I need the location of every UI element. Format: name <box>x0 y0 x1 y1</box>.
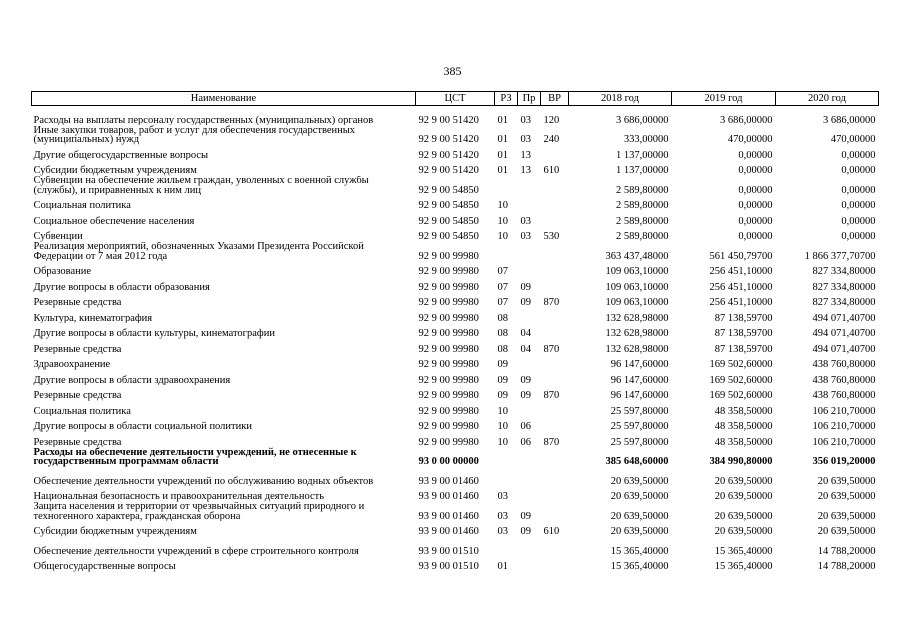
table-row <box>32 145 879 161</box>
cell-name: Другие вопросы в области здравоохранения <box>33 374 231 385</box>
cell-cst: 92 9 00 51420 <box>418 114 479 125</box>
cell-2019: 48 358,50000 <box>714 421 773 432</box>
table-row <box>32 354 879 370</box>
cell-2020: 0,00000 <box>841 215 876 226</box>
cell-cst: 93 9 00 01460 <box>418 526 479 537</box>
cell-vr <box>541 176 569 196</box>
table-row <box>32 416 879 432</box>
cell-pr: 03 <box>520 134 531 145</box>
cell-rz: 01 <box>497 114 508 125</box>
table-row <box>32 277 879 293</box>
cell-pr: 04 <box>520 343 531 354</box>
cell-2020: 20 639,50000 <box>817 510 876 521</box>
cell-pr <box>518 354 541 370</box>
cell-rz: 07 <box>497 266 508 277</box>
cell-vr: 610 <box>543 526 560 537</box>
cell-2020: 1 866 377,70700 <box>804 250 876 261</box>
cell-2019: 15 365,40000 <box>714 561 773 572</box>
cell-2018: 15 365,40000 <box>610 561 669 572</box>
cell-rz: 09 <box>497 374 508 385</box>
cell-vr: 120 <box>543 114 560 125</box>
cell-cst: 93 9 00 01460 <box>418 475 479 486</box>
cell-2018: 96 147,60000 <box>610 390 669 401</box>
cell-name: Другие вопросы в области культуры, кинематографии <box>33 328 275 339</box>
cell-2019: 0,00000 <box>738 184 773 195</box>
cell-vr <box>541 211 569 227</box>
cell-2020: 470,00000 <box>830 134 876 145</box>
table-row <box>32 385 879 401</box>
cell-2019: 87 138,59700 <box>714 328 773 339</box>
cell-2018: 20 639,50000 <box>610 510 669 521</box>
table-row <box>32 556 879 572</box>
cell-cst: 93 9 00 01510 <box>418 561 479 572</box>
cell-rz: 07 <box>497 297 508 308</box>
cell-2019: 384 990,80000 <box>709 456 773 467</box>
cell-cst: 92 9 00 51420 <box>418 134 479 145</box>
cell-name: Реализация мероприятий, обозначенных Указами Президента Российской Федерации от 7 мая 2012 года <box>33 241 364 261</box>
cell-2020: 20 639,50000 <box>817 526 876 537</box>
cell-vr <box>541 447 569 467</box>
cell-name: Обеспечение деятельности учреждений в сфере строительного контроля <box>33 545 359 556</box>
cell-pr: 06 <box>520 436 531 447</box>
cell-2020: 438 760,80000 <box>812 390 876 401</box>
column-header-vr: ВР <box>541 92 569 106</box>
cell-2019: 20 639,50000 <box>714 510 773 521</box>
cell-2019: 0,00000 <box>738 215 773 226</box>
table-header-row <box>32 92 879 106</box>
cell-2020: 0,00000 <box>841 165 876 176</box>
cell-vr <box>541 242 569 262</box>
cell-cst: 92 9 00 99980 <box>418 297 479 308</box>
cell-rz: 10 <box>497 421 508 432</box>
cell-2019: 169 502,60000 <box>709 359 773 370</box>
column-header-name: Наименование <box>32 92 416 106</box>
cell-cst: 92 9 00 99980 <box>418 281 479 292</box>
cell-2018: 25 597,80000 <box>610 436 669 447</box>
cell-2019: 0,00000 <box>738 149 773 160</box>
cell-rz: 10 <box>497 436 508 447</box>
cell-name: Социальная политика <box>33 405 131 416</box>
cell-2018: 25 597,80000 <box>610 405 669 416</box>
cell-rz: 10 <box>497 215 508 226</box>
cell-vr <box>541 308 569 324</box>
cell-pr: 03 <box>520 231 531 242</box>
cell-2019: 169 502,60000 <box>709 390 773 401</box>
cell-pr <box>518 195 541 211</box>
cell-name: Общегосударственные вопросы <box>33 561 176 572</box>
cell-name: Обеспечение деятельности учреждений по обслуживанию водных объектов <box>33 475 374 486</box>
cell-vr <box>541 323 569 339</box>
cell-2018: 1 137,00000 <box>616 149 669 160</box>
cell-cst: 92 9 00 99980 <box>418 436 479 447</box>
table-row <box>32 486 879 502</box>
cell-cst: 92 9 00 99980 <box>418 390 479 401</box>
column-header-pr: Пр <box>518 92 541 106</box>
cell-2018: 2 589,80000 <box>616 231 669 242</box>
cell-name: Другие общегосударственные вопросы <box>33 149 209 160</box>
cell-pr <box>518 261 541 277</box>
cell-2019: 87 138,59700 <box>714 312 773 323</box>
cell-name: Другие вопросы в области образования <box>33 281 210 292</box>
table-row <box>32 176 879 196</box>
cell-2020: 827 334,80000 <box>812 297 876 308</box>
cell-name: Здравоохранение <box>33 359 111 370</box>
cell-name: Социальное обеспечение населения <box>33 215 195 226</box>
cell-2018: 15 365,40000 <box>610 545 669 556</box>
cell-rz <box>495 447 518 467</box>
table-row <box>32 261 879 277</box>
cell-cst: 92 9 00 99980 <box>418 343 479 354</box>
cell-cst: 92 9 00 51420 <box>418 165 479 176</box>
cell-rz <box>495 176 518 196</box>
cell-vr <box>541 354 569 370</box>
cell-rz: 08 <box>497 312 508 323</box>
cell-2019: 256 451,10000 <box>709 266 773 277</box>
cell-rz: 10 <box>497 200 508 211</box>
budget-table <box>31 91 879 572</box>
table-row <box>32 521 879 537</box>
cell-pr <box>518 308 541 324</box>
cell-2019: 256 451,10000 <box>709 281 773 292</box>
cell-vr <box>541 556 569 572</box>
table-row <box>32 292 879 308</box>
cell-pr <box>518 242 541 262</box>
cell-name: Другие вопросы в области социальной политики <box>33 421 252 432</box>
cell-2020: 827 334,80000 <box>812 281 876 292</box>
cell-name: Образование <box>33 266 92 277</box>
cell-2020: 14 788,20000 <box>817 561 876 572</box>
cell-2019: 20 639,50000 <box>714 491 773 502</box>
cell-rz: 08 <box>497 343 508 354</box>
cell-name: Социальная политика <box>33 200 131 211</box>
column-header-2020: 2020 год <box>776 92 879 106</box>
cell-cst: 93 0 00 00000 <box>418 456 479 467</box>
cell-2019: 169 502,60000 <box>709 374 773 385</box>
cell-name: Иные закупки товаров, работ и услуг для обеспечения государственных (муниципальных) нужд <box>33 125 356 145</box>
table-row <box>32 370 879 386</box>
cell-pr: 03 <box>520 215 531 226</box>
cell-2018: 1 137,00000 <box>616 165 669 176</box>
cell-cst: 92 9 00 99980 <box>418 421 479 432</box>
cell-cst: 92 9 00 54850 <box>418 231 479 242</box>
cell-2019: 20 639,50000 <box>714 475 773 486</box>
cell-name: Резервные средства <box>33 390 122 401</box>
cell-vr <box>541 467 569 487</box>
cell-name: Субсидии бюджетным учреждениям <box>33 526 197 537</box>
cell-2018: 385 648,60000 <box>605 456 669 467</box>
cell-2020: 494 071,40700 <box>812 328 876 339</box>
table-row <box>32 502 879 522</box>
cell-2020: 438 760,80000 <box>812 374 876 385</box>
cell-pr: 09 <box>520 390 531 401</box>
cell-pr <box>518 447 541 467</box>
cell-rz: 01 <box>497 134 508 145</box>
cell-2019: 3 686,00000 <box>720 114 773 125</box>
cell-vr <box>541 416 569 432</box>
cell-rz: 03 <box>497 526 508 537</box>
cell-name: Расходы на выплаты персоналу государственных (муниципальных) органов <box>33 114 374 125</box>
cell-vr <box>541 502 569 522</box>
cell-rz: 07 <box>497 281 508 292</box>
column-header-rz: РЗ <box>495 92 518 106</box>
cell-name: Резервные средства <box>33 436 122 447</box>
cell-vr: 530 <box>543 231 560 242</box>
cell-pr: 04 <box>520 328 531 339</box>
cell-pr: 09 <box>520 510 531 521</box>
cell-vr: 870 <box>543 343 560 354</box>
cell-rz: 08 <box>497 328 508 339</box>
cell-2018: 96 147,60000 <box>610 359 669 370</box>
cell-cst: 92 9 00 99980 <box>418 312 479 323</box>
cell-2019: 48 358,50000 <box>714 405 773 416</box>
cell-2018: 132 628,98000 <box>605 343 669 354</box>
cell-vr: 870 <box>543 436 560 447</box>
cell-2020: 14 788,20000 <box>817 545 876 556</box>
cell-2018: 109 063,10000 <box>605 297 669 308</box>
cell-2018: 96 147,60000 <box>610 374 669 385</box>
cell-2020: 106 210,70000 <box>812 436 876 447</box>
cell-pr: 13 <box>520 149 531 160</box>
table-row <box>32 537 879 557</box>
cell-2019: 0,00000 <box>738 231 773 242</box>
cell-pr <box>518 537 541 557</box>
cell-cst: 92 9 00 51420 <box>418 149 479 160</box>
cell-pr <box>518 401 541 417</box>
cell-2019: 561 450,79700 <box>709 250 773 261</box>
cell-rz <box>495 242 518 262</box>
table-row <box>32 160 879 176</box>
cell-2020: 20 639,50000 <box>817 475 876 486</box>
cell-vr: 870 <box>543 390 560 401</box>
cell-rz <box>495 537 518 557</box>
cell-2020: 106 210,70000 <box>812 421 876 432</box>
cell-pr: 06 <box>520 421 531 432</box>
cell-rz: 03 <box>497 491 508 502</box>
table-row <box>32 339 879 355</box>
cell-vr <box>541 537 569 557</box>
page-number: 385 <box>443 64 462 78</box>
cell-cst: 93 9 00 01460 <box>418 491 479 502</box>
table-row <box>32 447 879 467</box>
cell-pr <box>518 176 541 196</box>
cell-pr: 13 <box>520 165 531 176</box>
cell-cst: 92 9 00 99980 <box>418 374 479 385</box>
cell-cst: 93 9 00 01510 <box>418 545 479 556</box>
cell-2019: 20 639,50000 <box>714 526 773 537</box>
cell-cst: 93 9 00 01460 <box>418 510 479 521</box>
cell-2020: 20 639,50000 <box>817 491 876 502</box>
cell-rz: 10 <box>497 405 508 416</box>
column-header-cst: ЦСТ <box>416 92 495 106</box>
cell-rz <box>495 467 518 487</box>
cell-2020: 494 071,40700 <box>812 312 876 323</box>
cell-2018: 2 589,80000 <box>616 215 669 226</box>
cell-2018: 132 628,98000 <box>605 312 669 323</box>
cell-2020: 356 019,20000 <box>812 456 876 467</box>
cell-2018: 109 063,10000 <box>605 281 669 292</box>
cell-cst: 92 9 00 99980 <box>418 405 479 416</box>
cell-vr: 610 <box>543 165 560 176</box>
cell-name: Субсидии бюджетным учреждениям <box>33 165 197 176</box>
cell-vr <box>541 277 569 293</box>
cell-name: Национальная безопасность и правоохранительная деятельность <box>33 491 325 502</box>
cell-name: Резервные средства <box>33 343 122 354</box>
table-row <box>32 401 879 417</box>
cell-2019: 0,00000 <box>738 165 773 176</box>
table-row <box>32 125 879 145</box>
table-row <box>32 432 879 448</box>
cell-cst: 92 9 00 99980 <box>418 328 479 339</box>
cell-cst: 92 9 00 99980 <box>418 266 479 277</box>
cell-2019: 256 451,10000 <box>709 297 773 308</box>
table-row <box>32 226 879 242</box>
cell-rz: 01 <box>497 561 508 572</box>
table-row <box>32 195 879 211</box>
cell-pr: 09 <box>520 526 531 537</box>
cell-2019: 87 138,59700 <box>714 343 773 354</box>
cell-vr <box>541 195 569 211</box>
cell-2018: 109 063,10000 <box>605 266 669 277</box>
table-row <box>32 308 879 324</box>
cell-2018: 20 639,50000 <box>610 526 669 537</box>
cell-vr <box>541 486 569 502</box>
cell-vr: 240 <box>543 134 560 145</box>
cell-vr: 870 <box>543 297 560 308</box>
cell-2020: 494 071,40700 <box>812 343 876 354</box>
cell-name: Культура, кинематография <box>33 312 153 323</box>
cell-2020: 0,00000 <box>841 200 876 211</box>
cell-cst: 92 9 00 99980 <box>418 359 479 370</box>
cell-vr <box>541 145 569 161</box>
table-row <box>32 323 879 339</box>
cell-rz: 01 <box>497 149 508 160</box>
cell-2020: 0,00000 <box>841 149 876 160</box>
cell-rz: 01 <box>497 165 508 176</box>
cell-2018: 363 437,48000 <box>605 250 669 261</box>
cell-2018: 333,00000 <box>623 134 669 145</box>
cell-2020: 3 686,00000 <box>823 114 876 125</box>
cell-2018: 20 639,50000 <box>610 491 669 502</box>
cell-rz: 10 <box>497 231 508 242</box>
cell-2018: 20 639,50000 <box>610 475 669 486</box>
cell-2019: 0,00000 <box>738 200 773 211</box>
cell-rz: 03 <box>497 510 508 521</box>
cell-2019: 470,00000 <box>727 134 773 145</box>
cell-2018: 3 686,00000 <box>616 114 669 125</box>
cell-cst: 92 9 00 54850 <box>418 215 479 226</box>
cell-vr <box>541 370 569 386</box>
cell-name: Резервные средства <box>33 297 122 308</box>
cell-2019: 15 365,40000 <box>714 545 773 556</box>
cell-pr <box>518 486 541 502</box>
cell-cst: 92 9 00 99980 <box>418 250 479 261</box>
table-row <box>32 211 879 227</box>
cell-2018: 132 628,98000 <box>605 328 669 339</box>
table-row <box>32 242 879 262</box>
cell-pr: 09 <box>520 297 531 308</box>
table-body <box>32 106 879 572</box>
cell-rz: 09 <box>497 390 508 401</box>
cell-2018: 2 589,80000 <box>616 184 669 195</box>
table-row <box>32 106 879 126</box>
cell-pr <box>518 467 541 487</box>
cell-2018: 25 597,80000 <box>610 421 669 432</box>
cell-2020: 0,00000 <box>841 231 876 242</box>
cell-name: Субвенции <box>33 231 83 242</box>
cell-2020: 0,00000 <box>841 184 876 195</box>
cell-rz: 09 <box>497 359 508 370</box>
cell-2020: 438 760,80000 <box>812 359 876 370</box>
cell-2018: 2 589,80000 <box>616 200 669 211</box>
cell-pr: 09 <box>520 374 531 385</box>
cell-vr <box>541 401 569 417</box>
cell-2020: 106 210,70000 <box>812 405 876 416</box>
column-header-2019: 2019 год <box>672 92 776 106</box>
table-row <box>32 467 879 487</box>
cell-cst: 92 9 00 54850 <box>418 184 479 195</box>
cell-name: Расходы на обеспечение деятельности учреждений, не отнесенные к государственным программам области <box>33 447 357 467</box>
cell-2020: 827 334,80000 <box>812 266 876 277</box>
cell-name: Защита населения и территории от чрезвычайных ситуаций природного и техногенного характера, гражданская оборона <box>33 501 365 521</box>
cell-vr <box>541 261 569 277</box>
cell-name: Субвенции на обеспечение жильем граждан, уволенных с военной службы (службы), и приравненных к ним лиц <box>33 175 369 195</box>
cell-2019: 48 358,50000 <box>714 436 773 447</box>
cell-pr <box>518 556 541 572</box>
cell-cst: 92 9 00 54850 <box>418 200 479 211</box>
cell-pr: 09 <box>520 281 531 292</box>
column-header-2018: 2018 год <box>569 92 672 106</box>
cell-pr: 03 <box>520 114 531 125</box>
